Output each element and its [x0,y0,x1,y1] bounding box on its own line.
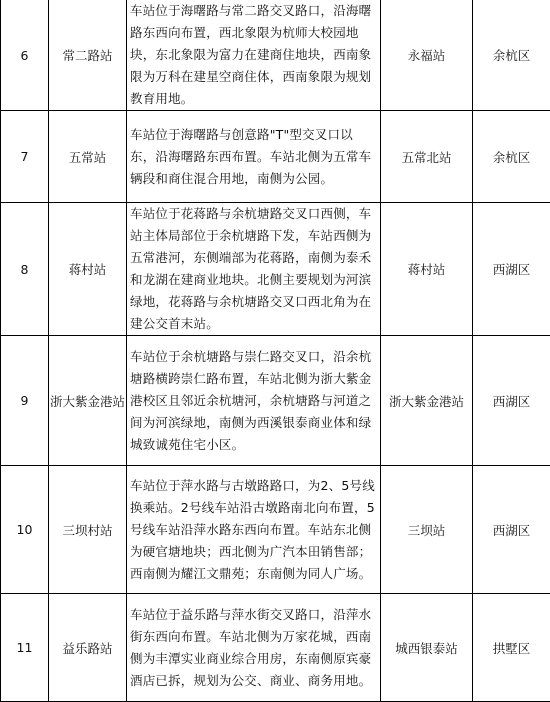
district: 西湖区 [473,466,550,594]
transfer-station: 三坝站 [381,466,473,594]
station-name: 三坝村站 [49,466,127,594]
row-index: 6 [1,0,49,111]
station-name: 五常站 [49,111,127,203]
station-description: 车站位于海曙路与常二路交叉路口，沿海曙路东西向布置，西北象限为杭师大校园地块，东北象限为富力在建商住地块，西南象限为万科在建星空商住体，西南象限为规划教育用地。 [127,0,381,111]
row-index: 10 [1,466,49,594]
table-row [1,594,550,702]
station-name: 蒋村站 [49,203,127,336]
station-description: 车站位于余杭塘路与崇仁路交叉口，沿余杭塘路横跨崇仁路布置，车站北侧为浙大紫金港校区且邻近余杭塘河，余杭塘路与河道之间为河滨绿地，南侧为西溪银泰商业体和绿城致诚苑住宅小区。 [127,336,381,466]
station-name: 常二路站 [49,0,127,111]
table-row [1,336,550,466]
table-row [1,466,550,594]
district: 余杭区 [473,0,550,111]
district: 余杭区 [473,111,550,203]
table-row [1,111,550,203]
transfer-station: 五常北站 [381,111,473,203]
district: 拱墅区 [473,594,550,702]
station-description: 车站位于海曙路与创意路"T"型交叉口以东，沿海曙路东西布置。车站北侧为五常车辆段和商住混合用地，南侧为公园。 [127,111,381,203]
row-index: 11 [1,594,49,702]
station-description: 车站位于花蒋路与余杭塘路交叉口西侧，车站主体局部位于余杭塘路下发，车站西侧为五常港河，东侧端部为花蒋路，南侧为泰禾和龙湖在建商业地块。北侧主要规划为河滨绿地，花蒋路与余杭塘路交叉口西北角为在建公交首末站。 [127,203,381,336]
station-name: 益乐路站 [49,594,127,702]
transfer-station: 浙大紫金港站 [381,336,473,466]
station-name: 浙大紫金港站 [49,336,127,466]
row-index: 9 [1,336,49,466]
row-index: 8 [1,203,49,336]
district: 西湖区 [473,336,550,466]
table-row [1,203,550,336]
transfer-station: 永福站 [381,0,473,111]
transfer-station: 蒋村站 [381,203,473,336]
table-row [1,0,550,111]
district: 西湖区 [473,203,550,336]
station-description: 车站位于益乐路与萍水街交叉路口，沿萍水街东西向布置。车站北侧为万家花城，西南侧为丰潭实业商业综合用房，东南侧原宾豪酒店已拆，规划为公交、商业、商务用地。 [127,594,381,702]
station-description: 车站位于萍水路与古墩路路口，为2、5号线换乘站。2号线车站沿古墩路南北向布置，5号线车站沿萍水路东西向布置。车站东北侧为硬官塘地块；西北侧为广汽本田销售部；西南侧为耀江文鼎苑；东南侧为同人广场。 [127,466,381,594]
transfer-station: 城西银泰站 [381,594,473,702]
row-index: 7 [1,111,49,203]
